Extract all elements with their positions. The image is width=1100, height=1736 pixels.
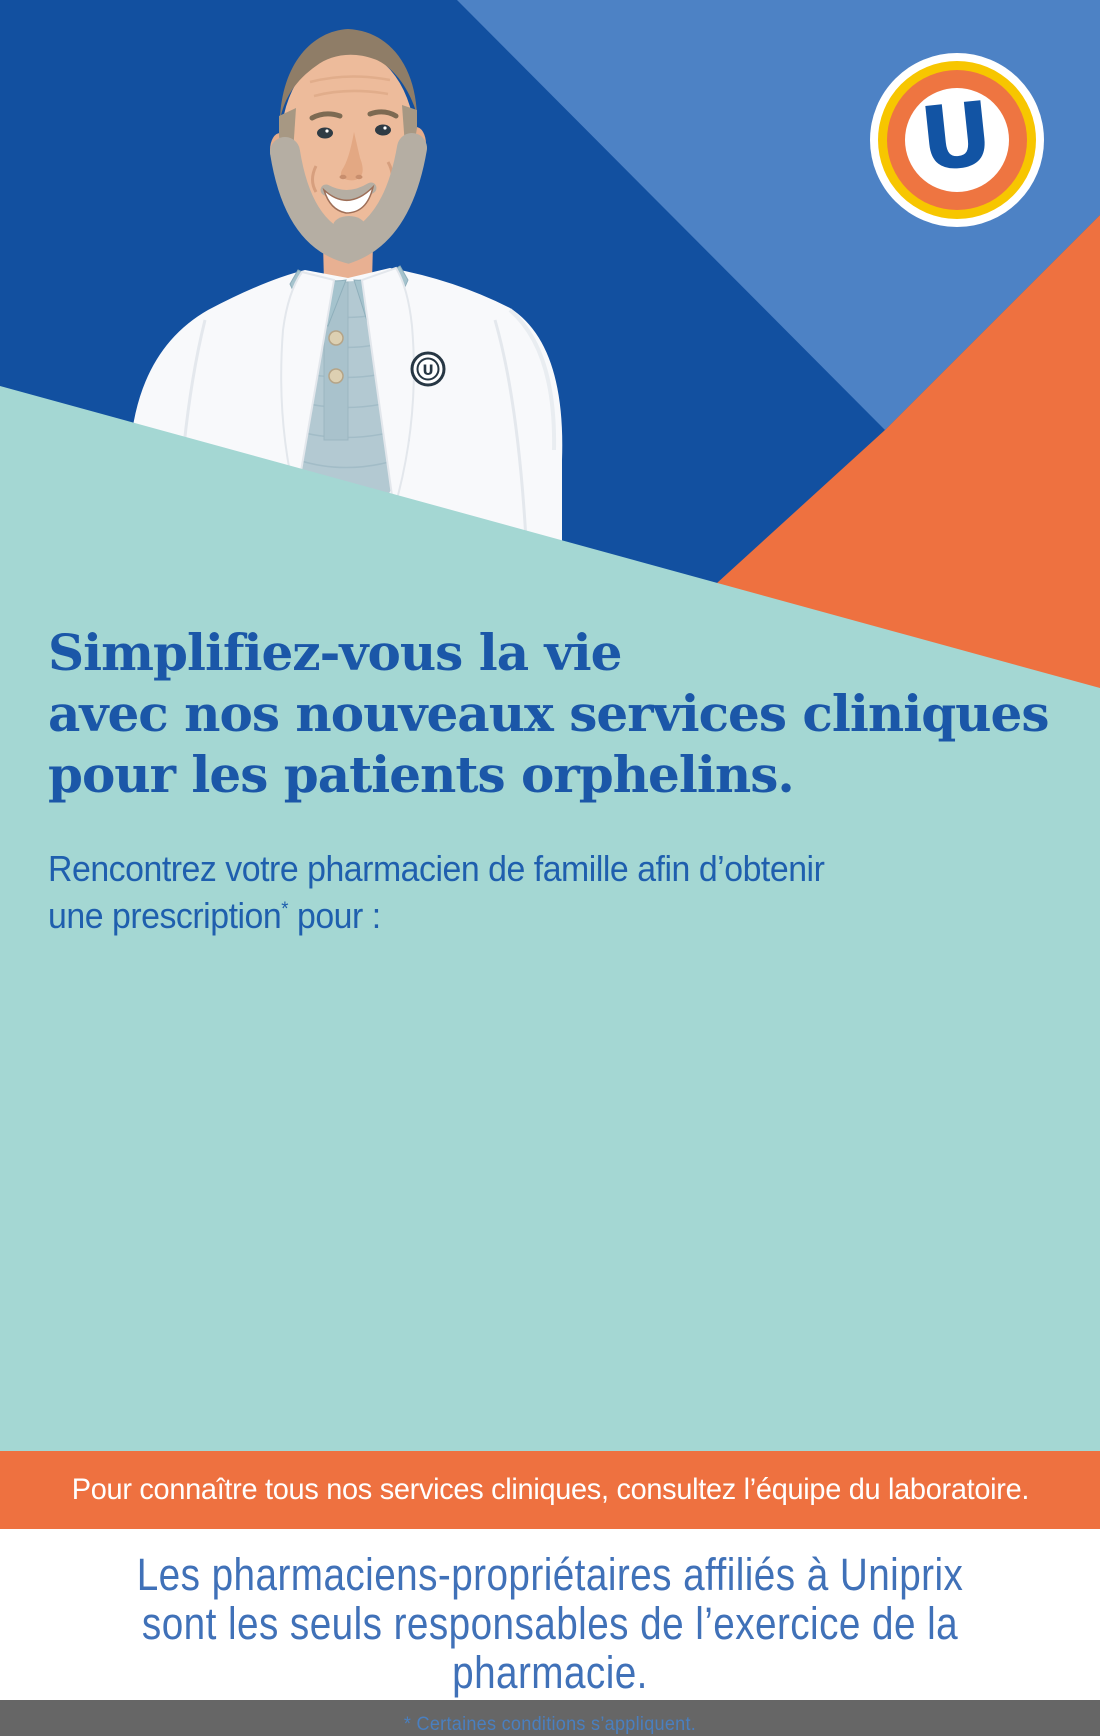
uniprix-logo-letter: U: [915, 81, 998, 192]
footer-disclaimer: [77, 1550, 1023, 1697]
subtext-line-2: [48, 892, 988, 939]
headline-line-1: Simplifiez-vous la vie: [48, 623, 622, 682]
footer-line-1: Les pharmaciens-propriétaires affiliés à Uniprix: [136, 1549, 964, 1600]
logo-yellow-ring: [878, 61, 1036, 219]
eye-left: [317, 128, 333, 139]
nostril: [340, 175, 347, 179]
headline-line-2: avec nos nouveaux services cliniques: [48, 684, 1049, 743]
badge-letter: U: [422, 363, 434, 379]
eye-right: [375, 125, 391, 136]
footer-line-2: sont les seuls responsables de l’exercice de la pharmacie.: [141, 1598, 959, 1698]
subtext-line-2-text: une prescription: [48, 895, 282, 936]
eye-glint: [383, 126, 386, 129]
nostril: [356, 175, 363, 179]
banner-text: Pour connaître tous nos services cliniques, consultez l’équipe du laboratoire.: [71, 1473, 1029, 1506]
coat-badge: [412, 353, 444, 385]
logo-center: [905, 81, 1009, 192]
eye-glint: [325, 129, 328, 132]
headline-line-3: pour les patients orphelins.: [48, 745, 794, 804]
subtext: [48, 845, 988, 939]
fine-print: * Certaines conditions s’appliquent.: [403, 1714, 697, 1735]
footer: [0, 1529, 1100, 1735]
services-banner: [0, 1451, 1100, 1529]
subtext-line-2-tail: pour :: [288, 895, 381, 936]
chin-beard: [333, 216, 365, 236]
subtext-line-1: Rencontrez votre pharmacien de famille afin d’obtenir: [48, 848, 825, 889]
polo-button: [329, 369, 343, 383]
headline: [48, 622, 1068, 805]
asterisk-superscript: *: [281, 898, 289, 920]
polo-button: [329, 331, 343, 345]
logo-orange-ring: [887, 70, 1027, 210]
uniprix-logo: [870, 53, 1044, 227]
